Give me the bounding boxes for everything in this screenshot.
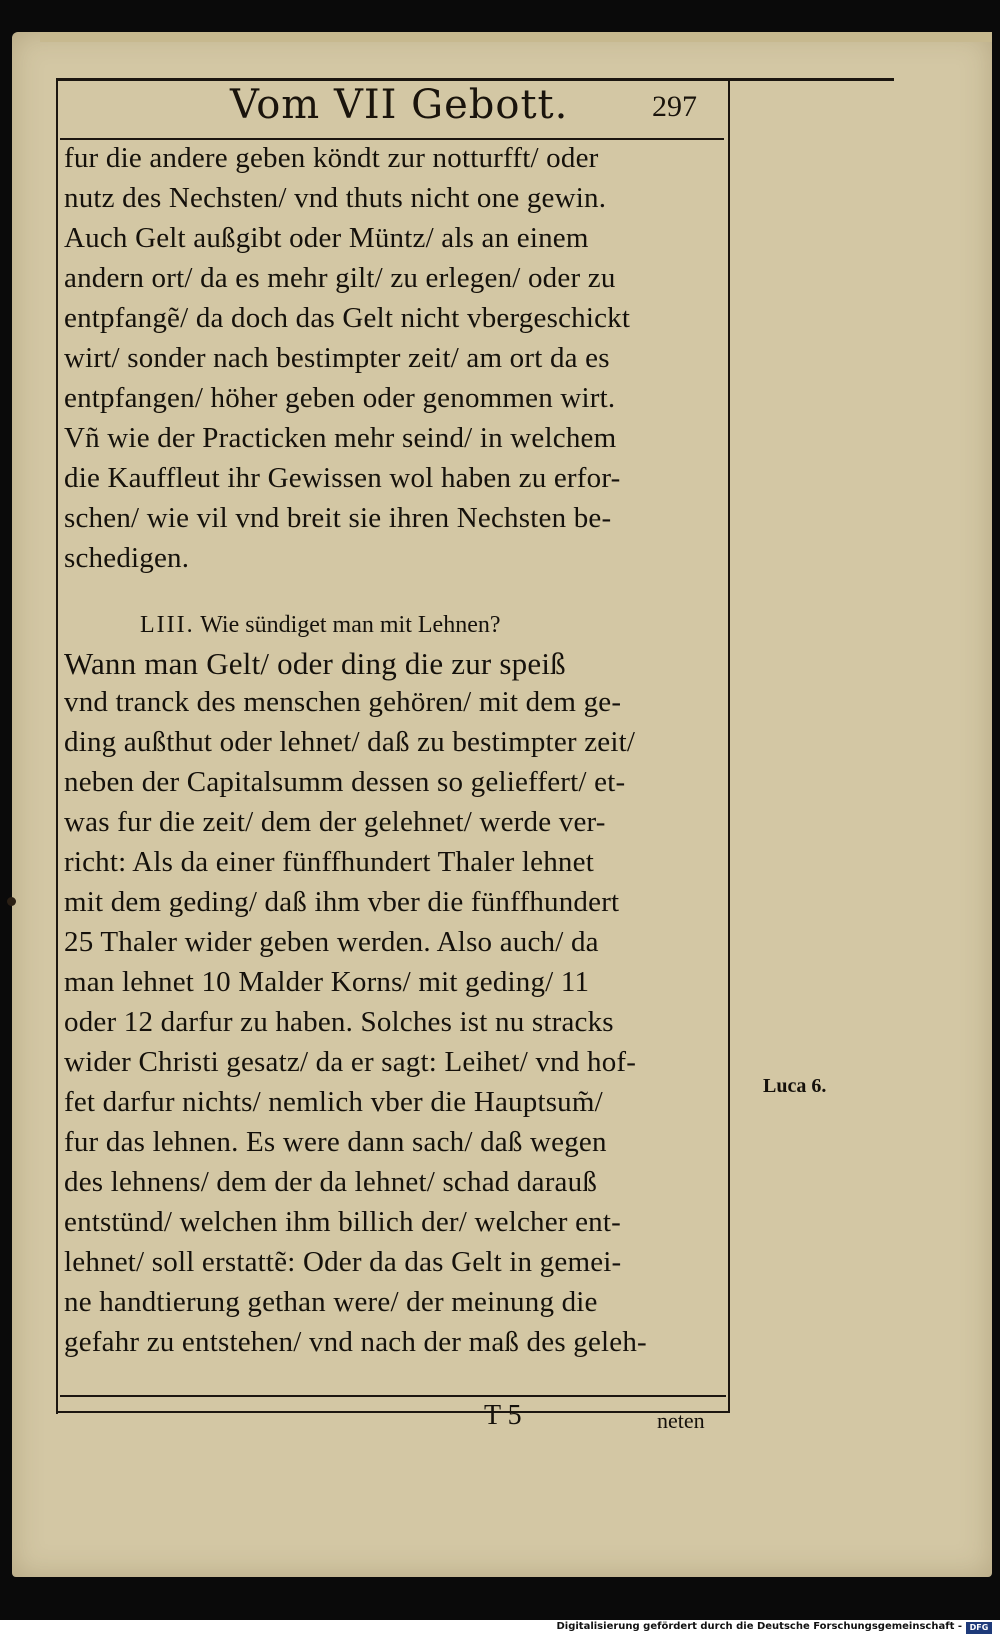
body-line: schen/ wie vil vnd breit sie ihren Nechsten be- bbox=[64, 502, 612, 534]
digitization-notice: Digitalisierung gefördert durch die Deutsche Forschungsgemeinschaft - bbox=[556, 1621, 962, 1632]
body-line: Auch Gelt außgibt oder Müntz/ als an einem bbox=[64, 222, 589, 254]
answer-line: mit dem geding/ daß ihm vber die fünffhundert bbox=[64, 886, 620, 918]
question-number: LIII. bbox=[140, 612, 195, 638]
answer-line: wider Christi gesatz/ da er sagt: Leihet/ vnd hof- bbox=[64, 1046, 637, 1078]
body-line: die Kauffleut ihr Gewissen wol haben zu erfor- bbox=[64, 462, 621, 494]
body-line: entpfangen/ höher geben oder genommen wirt. bbox=[64, 382, 616, 414]
answer-line: was fur die zeit/ dem der gelehnet/ werde ver- bbox=[64, 806, 606, 838]
text-bottom-rule bbox=[60, 1395, 726, 1397]
answer-line: ne handtierung gethan were/ der meinung die bbox=[64, 1286, 598, 1318]
answer-line: man lehnet 10 Malder Korns/ mit geding/ 11 bbox=[64, 966, 590, 998]
answer-line: 25 Thaler wider geben werden. Also auch/ da bbox=[64, 926, 599, 958]
answer-line: vnd tranck des menschen gehören/ mit dem ge- bbox=[64, 686, 622, 718]
answer-line: neben der Capitalsumm dessen so gelieffert/ et- bbox=[64, 766, 626, 798]
page-number: 297 bbox=[652, 90, 697, 123]
answer-line: des lehnens/ dem der da lehnet/ schad darauß bbox=[64, 1166, 598, 1198]
body-line: andern ort/ da es mehr gilt/ zu erlegen/ oder zu bbox=[64, 262, 616, 294]
answer-line: Wann man Gelt/ oder ding die zur speiß bbox=[64, 646, 566, 681]
answer-line: fet darfur nichts/ nemlich vber die Hauptsum̃/ bbox=[64, 1086, 603, 1118]
header-rule bbox=[60, 138, 724, 140]
question-text: Wie sündiget man mit Lehnen? bbox=[200, 612, 501, 638]
answer-line: oder 12 darfur zu haben. Solches ist nu stracks bbox=[64, 1006, 614, 1038]
answer-line: gefahr zu entstehen/ vnd nach der maß des geleh- bbox=[64, 1326, 647, 1358]
answer-line: richt: Als da einer fünffhundert Thaler lehnet bbox=[64, 846, 594, 878]
body-line: entpfangẽ/ da doch das Gelt nicht vbergeschickt bbox=[64, 302, 631, 334]
body-line: Vñ wie der Practicken mehr seind/ in welchem bbox=[64, 422, 617, 454]
answer-line: entstünd/ welchen ihm billich der/ welcher ent- bbox=[64, 1206, 622, 1238]
running-head: Vom VII Gebott. bbox=[230, 82, 569, 128]
signature-mark: T 5 bbox=[484, 1400, 522, 1431]
body-line: nutz des Nechsten/ vnd thuts nicht one gewin. bbox=[64, 182, 607, 214]
question-heading bbox=[140, 612, 501, 639]
answer-line: fur das lehnen. Es were dann sach/ daß wegen bbox=[64, 1126, 607, 1158]
margin-note: Luca 6. bbox=[763, 1075, 827, 1097]
catchword: neten bbox=[657, 1408, 705, 1433]
answer-line: lehnet/ soll erstattẽ: Oder da das Gelt in gemei- bbox=[64, 1246, 622, 1278]
answer-line: ding außthut oder lehnet/ daß zu bestimpter zeit/ bbox=[64, 726, 636, 758]
page-edge bbox=[40, 32, 992, 42]
dfg-logo-icon: DFG bbox=[966, 1622, 992, 1634]
body-line: schedigen. bbox=[64, 542, 190, 574]
ink-blot bbox=[7, 897, 16, 906]
body-line: fur die andere geben köndt zur notturfft/ oder bbox=[64, 142, 599, 174]
body-line: wirt/ sonder nach bestimpter zeit/ am ort da es bbox=[64, 342, 610, 374]
